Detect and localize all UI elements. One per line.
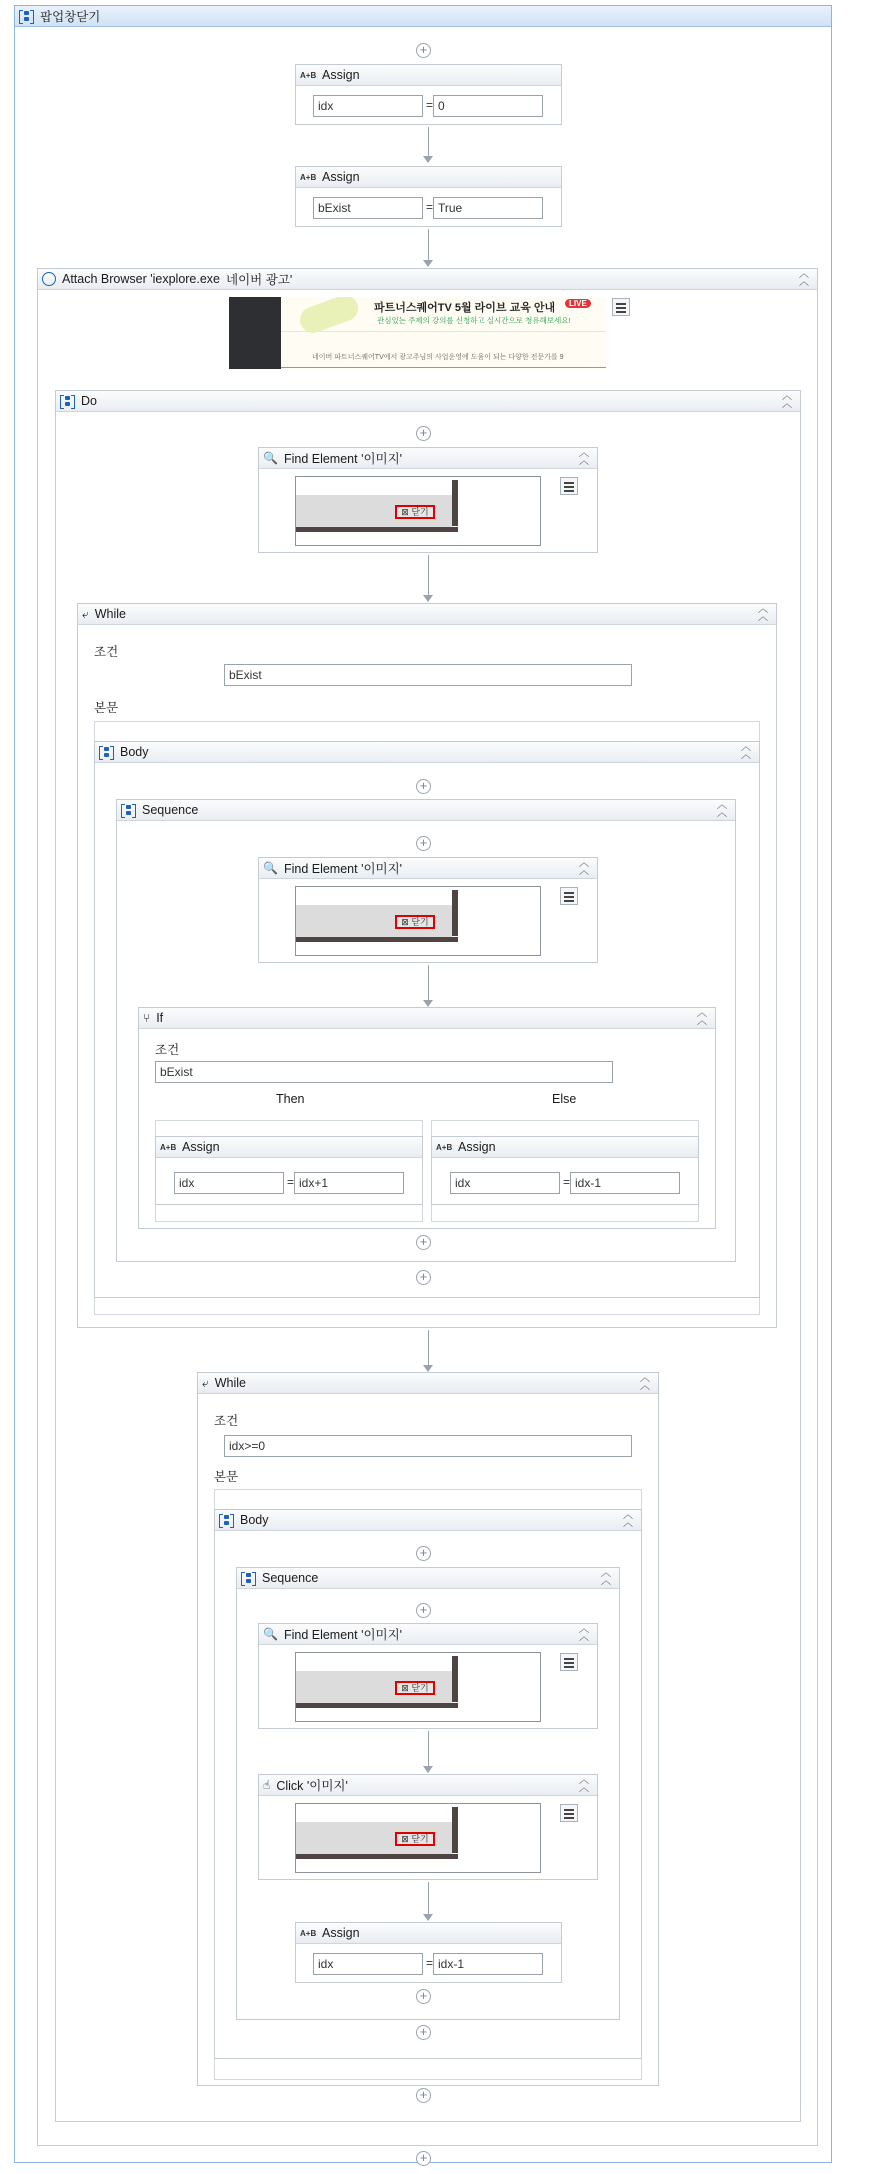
assign-activity-bexist[interactable] — [295, 166, 562, 227]
assign-value-field[interactable]: idx-1 — [433, 1953, 543, 1975]
assign-header — [156, 1137, 422, 1158]
flow-arrow — [428, 1882, 429, 1919]
assign-icon: A+B — [300, 172, 317, 182]
body-label: 본문 — [214, 1470, 239, 1484]
browser-screenshot-thumbnail — [229, 297, 606, 369]
body-title: Body — [240, 1513, 269, 1527]
assign-to-field[interactable]: idx — [313, 95, 423, 117]
assign-title: Assign — [458, 1140, 496, 1154]
click-title: Click '이미지' — [276, 1779, 348, 1793]
assign-header — [296, 167, 561, 188]
flow-arrow — [428, 127, 429, 161]
sequence-header — [237, 1568, 619, 1589]
sequence-icon — [19, 9, 34, 24]
globe-icon — [42, 272, 56, 286]
find-element-header — [259, 1624, 597, 1645]
collapse-icon[interactable]: ︿ ︿ — [579, 1775, 589, 1794]
element-screenshot — [295, 1652, 541, 1722]
root-sequence-header[interactable] — [15, 6, 831, 27]
add-activity-plus-icon[interactable]: + — [416, 2088, 431, 2103]
close-button-preview: ⊠ 닫기 — [395, 1681, 435, 1695]
find-element-activity[interactable] — [258, 1623, 598, 1729]
element-screenshot — [295, 476, 541, 546]
collapse-icon[interactable]: ︿ ︿ — [623, 1510, 633, 1529]
pointer-click-icon: ☝ — [263, 1778, 271, 1792]
find-element-title: Find Element '이미지' — [283, 862, 403, 876]
click-activity[interactable] — [258, 1774, 598, 1880]
assign-value-field[interactable]: idx-1 — [570, 1172, 680, 1194]
close-button-preview: ⊠ 닫기 — [395, 915, 435, 929]
assign-icon: A+B — [436, 1142, 453, 1152]
ad-subline: 관심있는 주제의 강의를 신청하고 실시간으로 청유해보세요! — [377, 316, 571, 325]
collapse-icon[interactable]: ︿ ︿ — [579, 1624, 589, 1643]
flow-arrow — [428, 555, 429, 600]
assign-title: Assign — [182, 1140, 220, 1154]
collapse-icon[interactable]: ︿ ︿ — [579, 858, 589, 877]
equals-sign: = — [287, 1175, 295, 1189]
assign-to-field[interactable]: idx — [450, 1172, 560, 1194]
while-header — [198, 1373, 658, 1394]
find-element-title: Find Element '이미지' — [283, 1628, 403, 1642]
while-condition-field[interactable]: bExist — [224, 664, 632, 686]
click-header — [259, 1775, 597, 1796]
find-element-activity[interactable] — [258, 447, 598, 553]
if-condition-field[interactable]: bExist — [155, 1061, 613, 1083]
equals-sign: = — [563, 1175, 571, 1189]
body-title: Body — [120, 745, 149, 759]
add-activity-plus-icon[interactable]: + — [416, 1603, 431, 1618]
do-title: Do — [81, 394, 97, 408]
find-element-title: Find Element '이미지' — [283, 452, 403, 466]
assign-to-field[interactable]: idx — [313, 1953, 423, 1975]
find-element-header — [259, 858, 597, 879]
find-element-menu-icon[interactable] — [560, 477, 578, 495]
attach-browser-title: Attach Browser 'iexplore.exe — [62, 272, 221, 286]
collapse-icon[interactable]: ︿ ︿ — [758, 604, 768, 623]
assign-header — [432, 1137, 698, 1158]
flow-arrow — [428, 1731, 429, 1771]
find-element-menu-icon[interactable] — [560, 887, 578, 905]
then-label: Then — [276, 1092, 305, 1106]
assign-title: Assign — [322, 1926, 360, 1940]
if-header — [139, 1008, 715, 1029]
sequence-icon — [99, 745, 114, 760]
magnifier-icon: 🔍 — [263, 1627, 278, 1641]
sequence-icon — [121, 803, 136, 818]
attach-browser-title-suffix: 네이버 광고' — [226, 273, 293, 287]
screenshot-bottom-line — [281, 367, 606, 368]
collapse-icon[interactable]: ︿ ︿ — [601, 1568, 611, 1587]
add-activity-plus-icon[interactable]: + — [416, 426, 431, 441]
assign-title: Assign — [322, 68, 360, 82]
magnifier-icon: 🔍 — [263, 451, 278, 465]
branch-icon: ⑂ — [143, 1011, 151, 1025]
magnifier-icon: 🔍 — [263, 861, 278, 875]
attach-browser-menu-icon[interactable] — [612, 298, 630, 316]
add-activity-plus-icon[interactable]: + — [416, 43, 431, 58]
add-activity-plus-icon[interactable]: + — [416, 1270, 431, 1285]
equals-sign: = — [426, 98, 434, 112]
loop-icon: ⤶ — [82, 606, 89, 621]
assign-activity-else[interactable] — [431, 1136, 699, 1205]
click-menu-icon[interactable] — [560, 1804, 578, 1822]
find-element-menu-icon[interactable] — [560, 1653, 578, 1671]
attach-browser-header — [38, 269, 817, 290]
close-button-preview: ⊠ 닫기 — [395, 505, 435, 519]
assign-activity-idx[interactable] — [295, 64, 562, 125]
find-element-activity[interactable] — [258, 857, 598, 963]
collapse-icon[interactable]: ︿ ︿ — [782, 391, 792, 410]
assign-value-field[interactable]: 0 — [433, 95, 543, 117]
assign-icon: A+B — [300, 70, 317, 80]
condition-label: 조건 — [94, 645, 119, 659]
assign-title: Assign — [322, 170, 360, 184]
close-button-preview: ⊠ 닫기 — [395, 1832, 435, 1846]
assign-icon: A+B — [160, 1142, 177, 1152]
sequence-icon — [219, 1513, 234, 1528]
add-activity-plus-icon[interactable]: + — [416, 2025, 431, 2040]
flow-arrow — [428, 1330, 429, 1370]
assign-icon: A+B — [300, 1928, 317, 1938]
flow-arrow — [428, 229, 429, 265]
add-activity-plus-icon[interactable]: + — [416, 1989, 431, 2004]
body-header — [95, 742, 759, 763]
ad-headline: 파트너스퀘어TV 5월 라이브 교육 안내 — [374, 302, 556, 314]
flow-arrow — [428, 965, 429, 1005]
assign-value-field[interactable]: True — [433, 197, 543, 219]
condition-label: 조건 — [155, 1043, 180, 1057]
live-badge: LIVE — [565, 299, 591, 308]
assign-header — [296, 1923, 561, 1944]
assign-header — [296, 65, 561, 86]
while-title: While — [94, 607, 126, 621]
find-element-header — [259, 448, 597, 469]
screenshot-dark-strip — [229, 297, 281, 369]
ad-footer: 네이버 파트너스퀘어TV에서 광고주님의 사업운영에 도움이 되는 다양한 전문가를 9 — [312, 354, 564, 361]
collapse-icon[interactable]: ︿ ︿ — [717, 800, 727, 819]
element-screenshot — [295, 886, 541, 956]
while-header — [78, 604, 776, 625]
sequence-title: Sequence — [142, 803, 199, 817]
collapse-icon[interactable]: ︿ ︿ — [579, 448, 589, 467]
root-sequence-title: 팝업창닫기 — [40, 10, 101, 24]
equals-sign: = — [426, 200, 434, 214]
condition-label: 조건 — [214, 1414, 239, 1428]
assign-activity-then[interactable] — [155, 1136, 423, 1205]
assign-to-field[interactable]: bExist — [313, 197, 423, 219]
equals-sign: = — [426, 1956, 434, 1970]
body-header — [215, 1510, 641, 1531]
while-condition-field[interactable]: idx>=0 — [224, 1435, 632, 1457]
assign-value-field[interactable]: idx+1 — [294, 1172, 404, 1194]
sequence-header — [117, 800, 735, 821]
sequence-title: Sequence — [262, 1571, 319, 1585]
while-title: While — [214, 1376, 246, 1390]
collapse-icon[interactable]: ︿ ︿ — [741, 742, 751, 761]
collapse-icon[interactable]: ︿ ︿ — [697, 1008, 707, 1027]
add-activity-plus-icon[interactable]: + — [416, 779, 431, 794]
collapse-icon[interactable]: ︿ ︿ — [640, 1373, 650, 1392]
add-activity-plus-icon[interactable]: + — [416, 2151, 431, 2166]
else-label: Else — [552, 1092, 577, 1106]
body-label: 본문 — [94, 701, 119, 715]
add-activity-plus-icon[interactable]: + — [416, 1235, 431, 1250]
element-screenshot — [295, 1803, 541, 1873]
assign-activity-decrement[interactable] — [295, 1922, 562, 1983]
screenshot-divider — [281, 331, 606, 332]
loop-icon: ⤶ — [202, 1375, 209, 1390]
if-title: If — [156, 1011, 164, 1025]
sequence-icon — [241, 1571, 256, 1586]
add-activity-plus-icon[interactable]: + — [416, 1546, 431, 1561]
assign-to-field[interactable]: idx — [174, 1172, 284, 1194]
sequence-icon — [60, 394, 75, 409]
collapse-icon[interactable]: ︿ ︿ — [799, 269, 809, 288]
add-activity-plus-icon[interactable]: + — [416, 836, 431, 851]
do-header — [56, 391, 800, 412]
